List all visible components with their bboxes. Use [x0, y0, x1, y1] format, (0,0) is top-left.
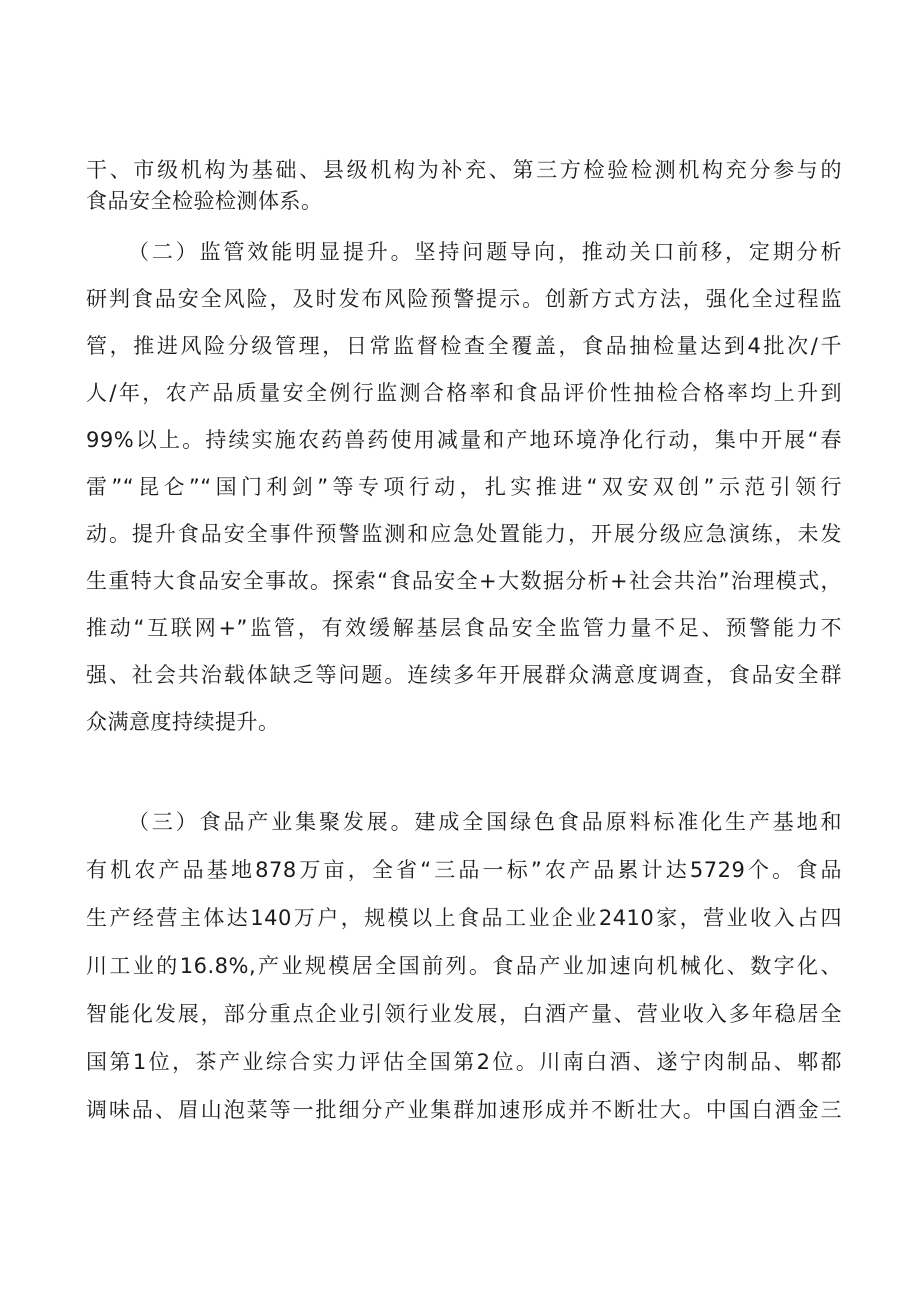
- paragraph-3-line-2: 有机农产品基地878万亩，全省“三品一标”农产品累计达5729个。食品: [86, 858, 842, 882]
- paragraph-3-line-6: 国第1位，茶产业综合实力评估全国第2位。川南白酒、遂宁肉制品、郫都: [86, 1050, 842, 1074]
- paragraph-3-line-5: 智能化发展，部分重点企业引领行业发展，白酒产量、营业收入多年稳居全: [86, 1002, 842, 1026]
- paragraph-2-line-5: 99%以上。持续实施农药兽药使用减量和产地环境净化行动，集中开展“春: [86, 428, 842, 452]
- paragraph-2-line-11: 众满意度持续提升。: [86, 710, 280, 734]
- paragraph-3-line-4: 川工业的16.8%,产业规模居全国前列。食品产业加速向机械化、数字化、: [86, 954, 842, 978]
- paragraph-2-line-1: （二）监管效能明显提升。坚持问题导向，推动关口前移，定期分析: [128, 240, 842, 264]
- paragraph-2-line-10: 强、社会共治载体缺乏等问题。连续多年开展群众满意度调查，食品安全群: [86, 663, 842, 687]
- paragraph-1-line-1: 干、市级机构为基础、县级机构为补充、第三方检验检测机构充分参与的: [86, 158, 842, 182]
- paragraph-2-line-6: 雷”“昆仑”“国门利剑”等专项行动，扎实推进“双安双创”示范引领行: [86, 475, 842, 499]
- paragraph-3-line-3: 生产经营主体达140万户，规模以上食品工业企业2410家，营业收入占四: [86, 906, 842, 930]
- paragraph-1-line-2: 食品安全检验检测体系。: [86, 189, 323, 213]
- paragraph-3-line-1: （三）食品产业集聚发展。建成全国绿色食品原料标准化生产基地和: [128, 810, 842, 834]
- paragraph-2-line-4: 人/年，农产品质量安全例行监测合格率和食品评价性抽检合格率均上升到: [86, 381, 842, 405]
- paragraph-2-line-8: 生重特大食品安全事故。探索“食品安全+大数据分析+社会共治”治理模式，: [86, 569, 842, 593]
- paragraph-2-line-2: 研判食品安全风险，及时发布风险预警提示。创新方式方法，强化全过程监: [86, 287, 842, 311]
- paragraph-2-line-9: 推动“互联网+”监管，有效缓解基层食品安全监管力量不足、预警能力不: [86, 616, 842, 640]
- paragraph-2-line-7: 动。提升食品安全事件预警监测和应急处置能力，开展分级应急演练，未发: [86, 522, 842, 546]
- paragraph-2-line-3: 管，推进风险分级管理，日常监督检查全覆盖，食品抽检量达到4批次/千: [86, 334, 842, 358]
- paragraph-3-line-7: 调味品、眉山泡菜等一批细分产业集群加速形成并不断壮大。中国白酒金三: [86, 1098, 842, 1122]
